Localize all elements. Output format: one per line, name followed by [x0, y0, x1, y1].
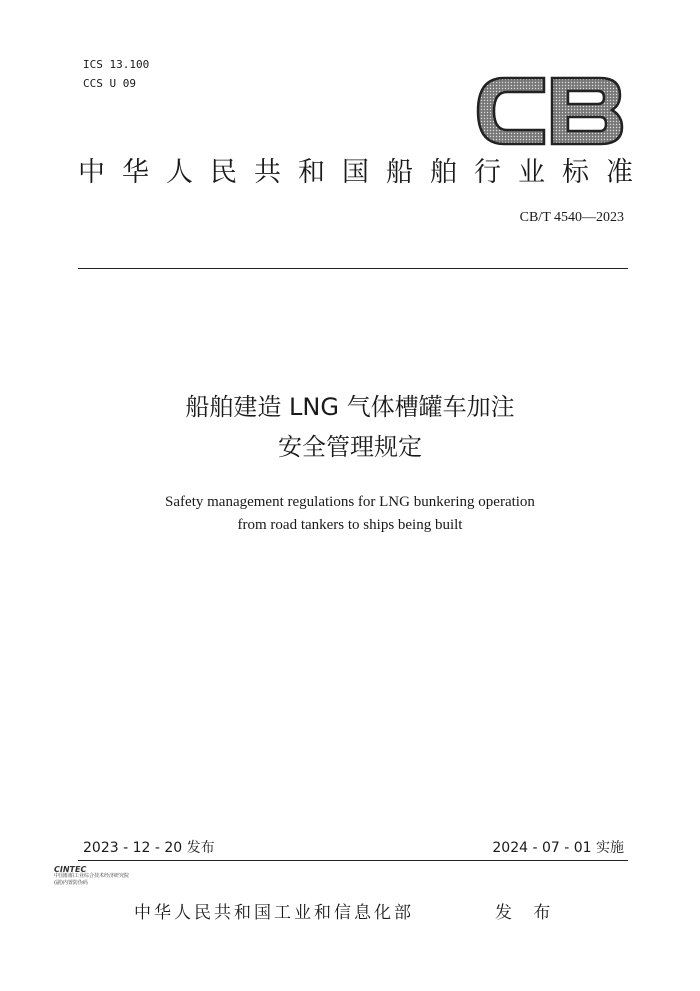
standard-number: CB/T 4540—2023 [519, 210, 624, 225]
ics-code: ICS 13.100 [83, 58, 150, 71]
bottom-divider [78, 860, 628, 861]
cb-logo [474, 72, 624, 150]
stamp-org: 中国船舶工业综合技术经济研究院 [54, 873, 130, 879]
title-cn-line1: 船舶建造 LNG 气体槽罐车加注 [185, 393, 515, 421]
stamp-note: (副)内置防伪码 [54, 880, 88, 886]
anti-counterfeit-stamp [54, 866, 144, 918]
issue-date: 2023 - 12 - 20 发布 [83, 840, 215, 856]
standard-category-title: 中华人民共和国船舶行业标准 [78, 157, 650, 188]
top-divider [78, 268, 628, 269]
title-en-line1: Safety management regulations for LNG bunkering operation [165, 494, 535, 510]
title-en-line2: from road tankers to ships being built [237, 517, 463, 533]
publisher: 中华人民共和国工业和信息化部 [134, 903, 414, 923]
title-cn-line2: 安全管理规定 [278, 433, 422, 461]
implementation-date: 2024 - 07 - 01 实施 [492, 840, 624, 856]
stamp-logo: CINTEC [54, 865, 87, 874]
publish-label: 发 布 [495, 903, 559, 923]
ccs-code: CCS U 09 [83, 77, 136, 90]
